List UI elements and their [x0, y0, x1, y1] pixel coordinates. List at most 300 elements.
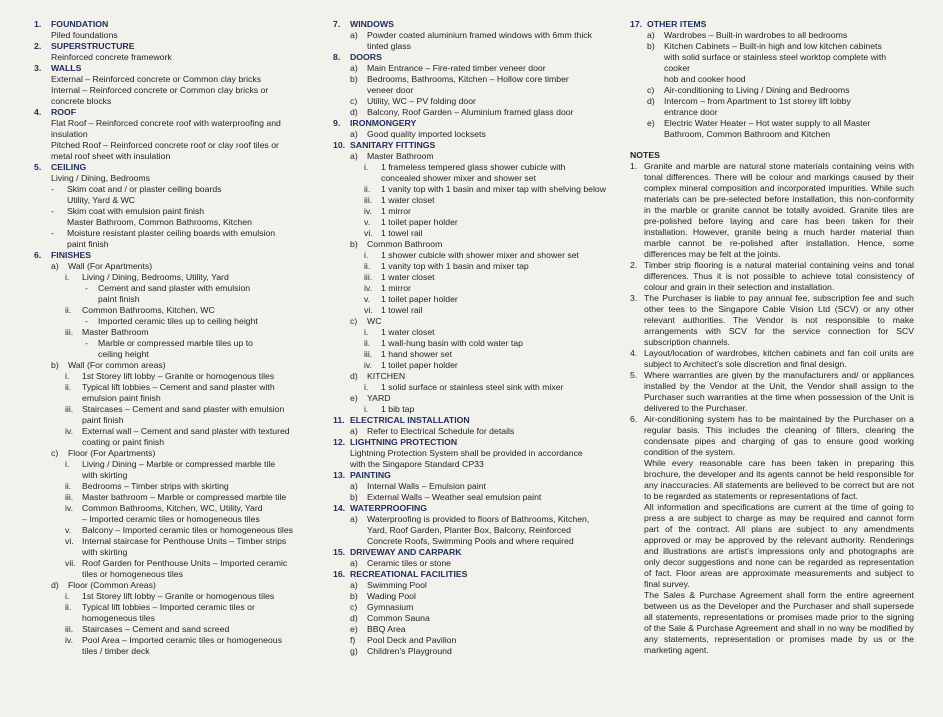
section-title: DRIVEWAY AND CARPARK [350, 547, 462, 557]
spec-line-text: External Walls – Weather seal emulsion paint [367, 492, 542, 502]
column-2 [333, 19, 618, 657]
list-marker: iii. [364, 349, 373, 359]
section-number: 8. [333, 52, 341, 62]
section-heading [630, 19, 914, 30]
spec-line-text: Living / Dining, Bedrooms, Utility, Yard [82, 272, 229, 282]
list-marker: - [85, 283, 88, 293]
spec-line-text: 1 towel rail [381, 228, 423, 238]
section-number: 14. [333, 503, 346, 513]
spec-section [333, 19, 618, 52]
spec-line-text: 1 water closet [381, 195, 435, 205]
list-marker: c) [350, 316, 358, 326]
spec-line [34, 558, 302, 569]
spec-line [34, 602, 302, 613]
list-marker: i. [364, 250, 369, 260]
spec-line [333, 30, 618, 41]
spec-line-text: Gymnasium [367, 602, 414, 612]
disclaimer-paragraph: While every reasonable care has been taken in preparing this brochure, the developer and its agents cannot be held responsible for any inaccuracies. All statements are believed to be correct but are not to be regarded as statements or representations of fact. [644, 458, 914, 501]
note-item [630, 260, 914, 293]
spec-line-text: 1 frameless tempered glass shower cubicle with [381, 162, 566, 172]
list-marker: vi. [364, 228, 373, 238]
section-title: CEILING [51, 162, 87, 172]
list-marker: v. [65, 525, 72, 535]
list-marker: b) [350, 239, 358, 249]
spec-line-text: 1 wall-hung basin with cold water tap [381, 338, 523, 348]
spec-line [34, 184, 302, 195]
list-marker: iv. [65, 503, 74, 513]
spec-line [34, 118, 302, 129]
spec-line-text: Bedrooms – Timber strips with skirting [82, 481, 229, 491]
section-heading [34, 107, 302, 118]
disclaimer-paragraph: The Sales & Purchase Agreement shall form the entire agreement between us as the Developer and the Purchaser and shall supersede all statements, representations or promises made prior to the signing of the Sale & Purchase Agreement and shall in no way be modified by any statements, representation or promises made by us or the marketing agent. [644, 590, 914, 655]
list-marker: iii. [364, 272, 373, 282]
spec-line-text: Internal staircase for Penthouse Units – Timber strips [82, 536, 287, 546]
spec-line-text: with skirting [82, 470, 128, 480]
list-marker: ii. [364, 184, 371, 194]
spec-line-text: with the Singapore Standard CP33 [350, 459, 484, 469]
list-marker: i. [364, 327, 369, 337]
spec-line-text: insulation [51, 129, 88, 139]
list-marker: i. [364, 404, 369, 414]
note-item [630, 348, 914, 370]
spec-line-text: External – Reinforced concrete or Common clay bricks [51, 74, 262, 84]
section-heading [333, 547, 618, 558]
spec-line-text: Common Bathrooms, Kitchen, WC, Utility, Yard [82, 503, 263, 513]
list-marker: a) [350, 129, 358, 139]
spec-line [34, 514, 302, 525]
spec-line [34, 30, 302, 41]
spec-section [34, 107, 302, 162]
spec-line-text: Internal Walls – Emulsion paint [367, 481, 486, 491]
spec-line [630, 30, 914, 41]
spec-line [333, 173, 618, 184]
section-number: 16. [333, 569, 346, 579]
section-title: LIGHTNING PROTECTION [350, 437, 458, 447]
list-marker: a) [51, 261, 59, 271]
note-number: 1. [630, 161, 638, 171]
list-marker: - [85, 316, 88, 326]
section-heading [333, 19, 618, 30]
spec-line [630, 74, 914, 85]
spec-line [34, 613, 302, 624]
spec-line [34, 492, 302, 503]
list-marker: e) [350, 393, 358, 403]
section-title: DOORS [350, 52, 382, 62]
spec-line [34, 437, 302, 448]
spec-line-text: YARD [367, 393, 391, 403]
spec-line-text: paint finish [67, 239, 109, 249]
spec-line [630, 118, 914, 129]
spec-line [333, 558, 618, 569]
spec-line [34, 272, 302, 283]
spec-line [34, 448, 302, 459]
spec-line [34, 349, 302, 360]
spec-line [333, 602, 618, 613]
spec-line-text: 1 towel rail [381, 305, 423, 315]
spec-line-text: Common Bathrooms, Kitchen, WC [82, 305, 215, 315]
spec-line [34, 393, 302, 404]
spec-line [333, 580, 618, 591]
spec-line-text: Flat Roof – Reinforced concrete roof with waterproofing and [51, 118, 281, 128]
list-marker: i. [65, 591, 70, 601]
spec-line [333, 74, 618, 85]
note-text: Timber strip flooring is a natural material containing veins and tonal differences. Thus it is not possible to achieve total consistency of colour and grain in their selection and installation. [644, 260, 914, 292]
section-number: 9. [333, 118, 341, 128]
section-title: ELECTRICAL INSTALLATION [350, 415, 470, 425]
spec-line [333, 624, 618, 635]
list-marker: - [51, 228, 54, 238]
list-marker: e) [647, 118, 655, 128]
spec-line-text: Utility, Yard & WC [67, 195, 136, 205]
list-marker: c) [51, 448, 59, 458]
spec-line-text: Concrete Roofs, Swimming Pools and where required [367, 536, 574, 546]
spec-line-text: Balcony, Roof Garden – Aluminium framed glass door [367, 107, 574, 117]
spec-line [630, 129, 914, 140]
spec-line-text: Piled foundations [51, 30, 118, 40]
spec-line [34, 316, 302, 327]
spec-line-text: 1st Storey lift lobby – Granite or homogenous tiles [82, 371, 275, 381]
list-marker: b) [350, 74, 358, 84]
section-heading [34, 41, 302, 52]
spec-line-text: Internal – Reinforced concrete or Common clay bricks or [51, 85, 269, 95]
spec-line-text: 1 solid surface or stainless steel sink with mixer [381, 382, 564, 392]
spec-line-text: Waterproofing is provided to floors of Bathrooms, Kitchen, [367, 514, 590, 524]
spec-line-text: 1 hand shower set [381, 349, 452, 359]
spec-line-text: Imported ceramic tiles up to ceiling height [98, 316, 258, 326]
spec-line-text: tinted glass [367, 41, 411, 51]
list-marker: c) [350, 602, 358, 612]
spec-line-text: coating or paint finish [82, 437, 165, 447]
list-marker: d) [350, 613, 358, 623]
list-marker: v. [364, 217, 371, 227]
section-number: 7. [333, 19, 341, 29]
spec-line [333, 646, 618, 657]
list-marker: a) [350, 514, 358, 524]
spec-section [34, 19, 302, 41]
list-marker: vi. [364, 305, 373, 315]
spec-line [34, 305, 302, 316]
list-marker: i. [65, 272, 70, 282]
spec-line-text: Skim coat with emulsion paint finish [67, 206, 205, 216]
spec-line [34, 261, 302, 272]
spec-line [333, 85, 618, 96]
spec-section [34, 41, 302, 63]
spec-line-text: Marble or compressed marble tiles up to [98, 338, 253, 348]
note-number: 3. [630, 293, 638, 303]
spec-line [333, 459, 618, 470]
list-marker: d) [647, 96, 655, 106]
spec-line-text: Intercom – from Apartment to 1st storey lift lobby [664, 96, 851, 106]
note-item [630, 161, 914, 260]
list-marker: - [51, 184, 54, 194]
section-number: 17. [630, 19, 643, 29]
section-heading [34, 63, 302, 74]
spec-line [333, 591, 618, 602]
spec-line [333, 63, 618, 74]
spec-line [333, 371, 618, 382]
section-title: SUPERSTRUCTURE [51, 41, 135, 51]
list-marker: ii. [65, 481, 72, 491]
list-marker: - [85, 338, 88, 348]
spec-line [333, 184, 618, 195]
list-marker: d) [350, 107, 358, 117]
section-number: 12. [333, 437, 346, 447]
notes-title: NOTES [630, 150, 660, 160]
list-marker: iv. [364, 283, 373, 293]
spec-section [333, 569, 618, 657]
list-marker: a) [350, 63, 358, 73]
spec-line [333, 261, 618, 272]
spec-section [333, 470, 618, 503]
spec-line-text: 1st Storey lift lobby – Granite or homogenous tiles [82, 591, 275, 601]
section-number: 5. [34, 162, 42, 172]
spec-line-text: with solid surface or stainless steel worktop complete with cooker [664, 52, 887, 73]
spec-section [333, 503, 618, 547]
list-marker: b) [51, 360, 59, 370]
spec-section [333, 415, 618, 437]
list-marker: a) [350, 151, 358, 161]
spec-line [630, 85, 914, 96]
section-heading [333, 470, 618, 481]
spec-line [34, 569, 302, 580]
spec-line [333, 162, 618, 173]
spec-line [34, 591, 302, 602]
section-number: 13. [333, 470, 346, 480]
section-number: 6. [34, 250, 42, 260]
section-title: FINISHES [51, 250, 92, 260]
section-number: 4. [34, 107, 42, 117]
spec-line-text: Common Sauna [367, 613, 430, 623]
note-text: Layout/location of wardrobes, kitchen cabinets and fan coil units are subject to Architect’s sole discretion and final design. [644, 348, 914, 369]
spec-line [333, 316, 618, 327]
spec-line [34, 536, 302, 547]
spec-line [333, 239, 618, 250]
spec-line [34, 360, 302, 371]
spec-line [333, 283, 618, 294]
spec-line-text: Air-conditioning to Living / Dining and Bedrooms [664, 85, 850, 95]
spec-line-text: 1 mirror [381, 206, 411, 216]
list-marker: c) [350, 96, 358, 106]
spec-line [333, 448, 618, 459]
spec-line-text: 1 toilet paper holder [381, 294, 458, 304]
section-title: WINDOWS [350, 19, 394, 29]
spec-line-text: Staircases – Cement and sand screed [82, 624, 230, 634]
note-number: 6. [630, 414, 638, 424]
spec-line-text: Master Bathroom [367, 151, 434, 161]
note-item [630, 293, 914, 348]
spec-line [34, 580, 302, 591]
list-marker: d) [51, 580, 59, 590]
spec-line [333, 217, 618, 228]
section-heading [34, 250, 302, 261]
list-marker: g) [350, 646, 358, 656]
spec-line-text: Wading Pool [367, 591, 416, 601]
spec-section [34, 162, 302, 250]
spec-line-text: WC [367, 316, 382, 326]
spec-line-text: Main Entrance – Fire-rated timber veneer door [367, 63, 546, 73]
list-marker: b) [350, 492, 358, 502]
spec-line [333, 349, 618, 360]
list-marker: ii. [65, 305, 72, 315]
list-marker: - [51, 206, 54, 216]
note-number: 5. [630, 370, 638, 380]
spec-line-text: Kitchen Cabinets – Built-in high and low kitchen cabinets [664, 41, 882, 51]
spec-line [34, 525, 302, 536]
spec-line [333, 195, 618, 206]
spec-line [333, 613, 618, 624]
spec-line [34, 294, 302, 305]
spec-line [630, 41, 914, 52]
section-heading [333, 437, 618, 448]
section-title: FOUNDATION [51, 19, 109, 29]
list-marker: iv. [364, 206, 373, 216]
spec-line-text: – Imported ceramic tiles or homogeneous tiles [82, 514, 260, 524]
spec-line-text: Utility, WC – PV folding door [367, 96, 476, 106]
note-number: 2. [630, 260, 638, 270]
section-title: WATERPROOFING [350, 503, 428, 513]
list-marker: iv. [65, 635, 74, 645]
section-title: PAINTING [350, 470, 391, 480]
spec-line-text: 1 toilet paper holder [381, 360, 458, 370]
list-marker: b) [647, 41, 655, 51]
spec-line-text: Cement and sand plaster with emulsion [98, 283, 251, 293]
spec-line-text: tiles or homogeneous tiles [82, 569, 183, 579]
spec-line-text: Wall (For common areas) [68, 360, 166, 370]
spec-line-text: Roof Garden for Penthouse Units – Imported ceramic [82, 558, 288, 568]
spec-line [333, 338, 618, 349]
spec-line [34, 283, 302, 294]
section-number: 11. [333, 415, 345, 425]
note-text: The Purchaser is liable to pay annual fee, subscription fee and such other tees to the Singapore Cable Vision Ltd (SCV) or any other relevant authorities. The Vendor is not responsible to make arrangements with SCV for the service connection for SCV subscription channels. [644, 293, 914, 347]
notes-list [630, 161, 914, 656]
spec-line-text: External wall – Cement and sand plaster with textured [82, 426, 290, 436]
spec-line [630, 96, 914, 107]
list-marker: i. [65, 459, 70, 469]
spec-line-text: paint finish [82, 415, 124, 425]
spec-line [34, 96, 302, 107]
spec-line [34, 624, 302, 635]
spec-line-text: Common Bathroom [367, 239, 443, 249]
spec-line [34, 426, 302, 437]
spec-line-text: Typical lift lobbies – Imported ceramic tiles or [82, 602, 255, 612]
spec-section [333, 52, 618, 118]
spec-line [34, 327, 302, 338]
spec-line-text: Master Bathroom [82, 327, 149, 337]
note-text: Air-conditioning system has to be maintained by the Purchaser on a regular basis. This includes the cleaning of filters, clearing the condensate pipes and charging of gas to ensure good working condition of the system. [644, 414, 914, 457]
spec-line-text: Wall (For Apartments) [68, 261, 153, 271]
list-marker: iii. [364, 195, 373, 205]
spec-line-text: 1 shower cubicle with shower mixer and shower set [381, 250, 579, 260]
spec-line-text: Master bathroom – Marble or compressed marble tile [82, 492, 287, 502]
spec-line [34, 481, 302, 492]
spec-line-text: tiles / timber deck [82, 646, 150, 656]
list-marker: iii. [65, 404, 74, 414]
spec-line-text: paint finish [98, 294, 140, 304]
spec-section [34, 250, 302, 657]
spec-line-text: Living / Dining, Bedrooms [51, 173, 150, 183]
spec-line-text: BBQ Area [367, 624, 406, 634]
spec-line-text: Pitched Roof – Reinforced concrete roof or clay roof tiles or [51, 140, 279, 150]
spec-line-text: concrete blocks [51, 96, 112, 106]
spec-line [333, 294, 618, 305]
spec-line [333, 360, 618, 371]
section-heading [333, 415, 618, 426]
spec-section [333, 437, 618, 470]
list-marker: i. [364, 382, 369, 392]
list-marker: i. [364, 162, 369, 172]
spec-line-text: Reinforced concrete framework [51, 52, 172, 62]
spec-section [333, 140, 618, 415]
spec-line-text: Master Bathroom, Common Bathrooms, Kitchen [67, 217, 252, 227]
spec-line-text: Floor (Common Areas) [68, 580, 156, 590]
spec-line [333, 96, 618, 107]
spec-line [34, 382, 302, 393]
spec-line [333, 206, 618, 217]
list-marker: c) [647, 85, 655, 95]
list-marker: ii. [65, 602, 72, 612]
spec-section [333, 547, 618, 569]
spec-line-text: 1 vanity top with 1 basin and mixer tap [381, 261, 529, 271]
spec-line [34, 415, 302, 426]
spec-line [34, 635, 302, 646]
list-marker: iv. [65, 426, 74, 436]
column-1 [34, 19, 302, 657]
section-heading [333, 140, 618, 151]
spec-line-text: Skim coat and / or plaster ceiling boards [67, 184, 222, 194]
spec-line [333, 404, 618, 415]
spec-line [333, 382, 618, 393]
section-heading [333, 503, 618, 514]
section-heading [34, 19, 302, 30]
spec-line [333, 635, 618, 646]
list-marker: e) [350, 624, 358, 634]
spec-line-text: ceiling height [98, 349, 149, 359]
spec-line-text: veneer door [367, 85, 414, 95]
spec-line [34, 140, 302, 151]
section-title: SANITARY FITTINGS [350, 140, 436, 150]
note-number: 4. [630, 348, 638, 358]
list-marker: iii. [65, 624, 74, 634]
spec-line [34, 52, 302, 63]
spec-line [34, 503, 302, 514]
spec-line-text: KITCHEN [367, 371, 406, 381]
spec-line [34, 195, 302, 206]
other-items-block [630, 19, 914, 140]
spec-line [34, 239, 302, 250]
spec-line [34, 404, 302, 415]
spec-line [333, 305, 618, 316]
spec-line-text: Yard, Roof Garden, Planter Box, Balcony, Reinforced [367, 525, 571, 535]
spec-line [333, 393, 618, 404]
spec-section [34, 63, 302, 107]
spec-line-text: Living / Dining – Marble or compressed marble tile [82, 459, 276, 469]
spec-line [34, 470, 302, 481]
spec-line [34, 228, 302, 239]
spec-section [333, 118, 618, 140]
spec-line-text: hob and cooker hood [664, 74, 746, 84]
spec-line [34, 459, 302, 470]
spec-line-text: Children’s Playground [367, 646, 452, 656]
spec-line [34, 206, 302, 217]
spec-line-text: homogeneous tiles [82, 613, 155, 623]
list-marker: ii. [65, 382, 72, 392]
spec-line-text: Ceramic tiles or stone [367, 558, 452, 568]
section-title: ROOF [51, 107, 77, 117]
spec-line [333, 536, 618, 547]
spec-line [333, 129, 618, 140]
spec-line [34, 217, 302, 228]
list-marker: vi. [65, 536, 74, 546]
